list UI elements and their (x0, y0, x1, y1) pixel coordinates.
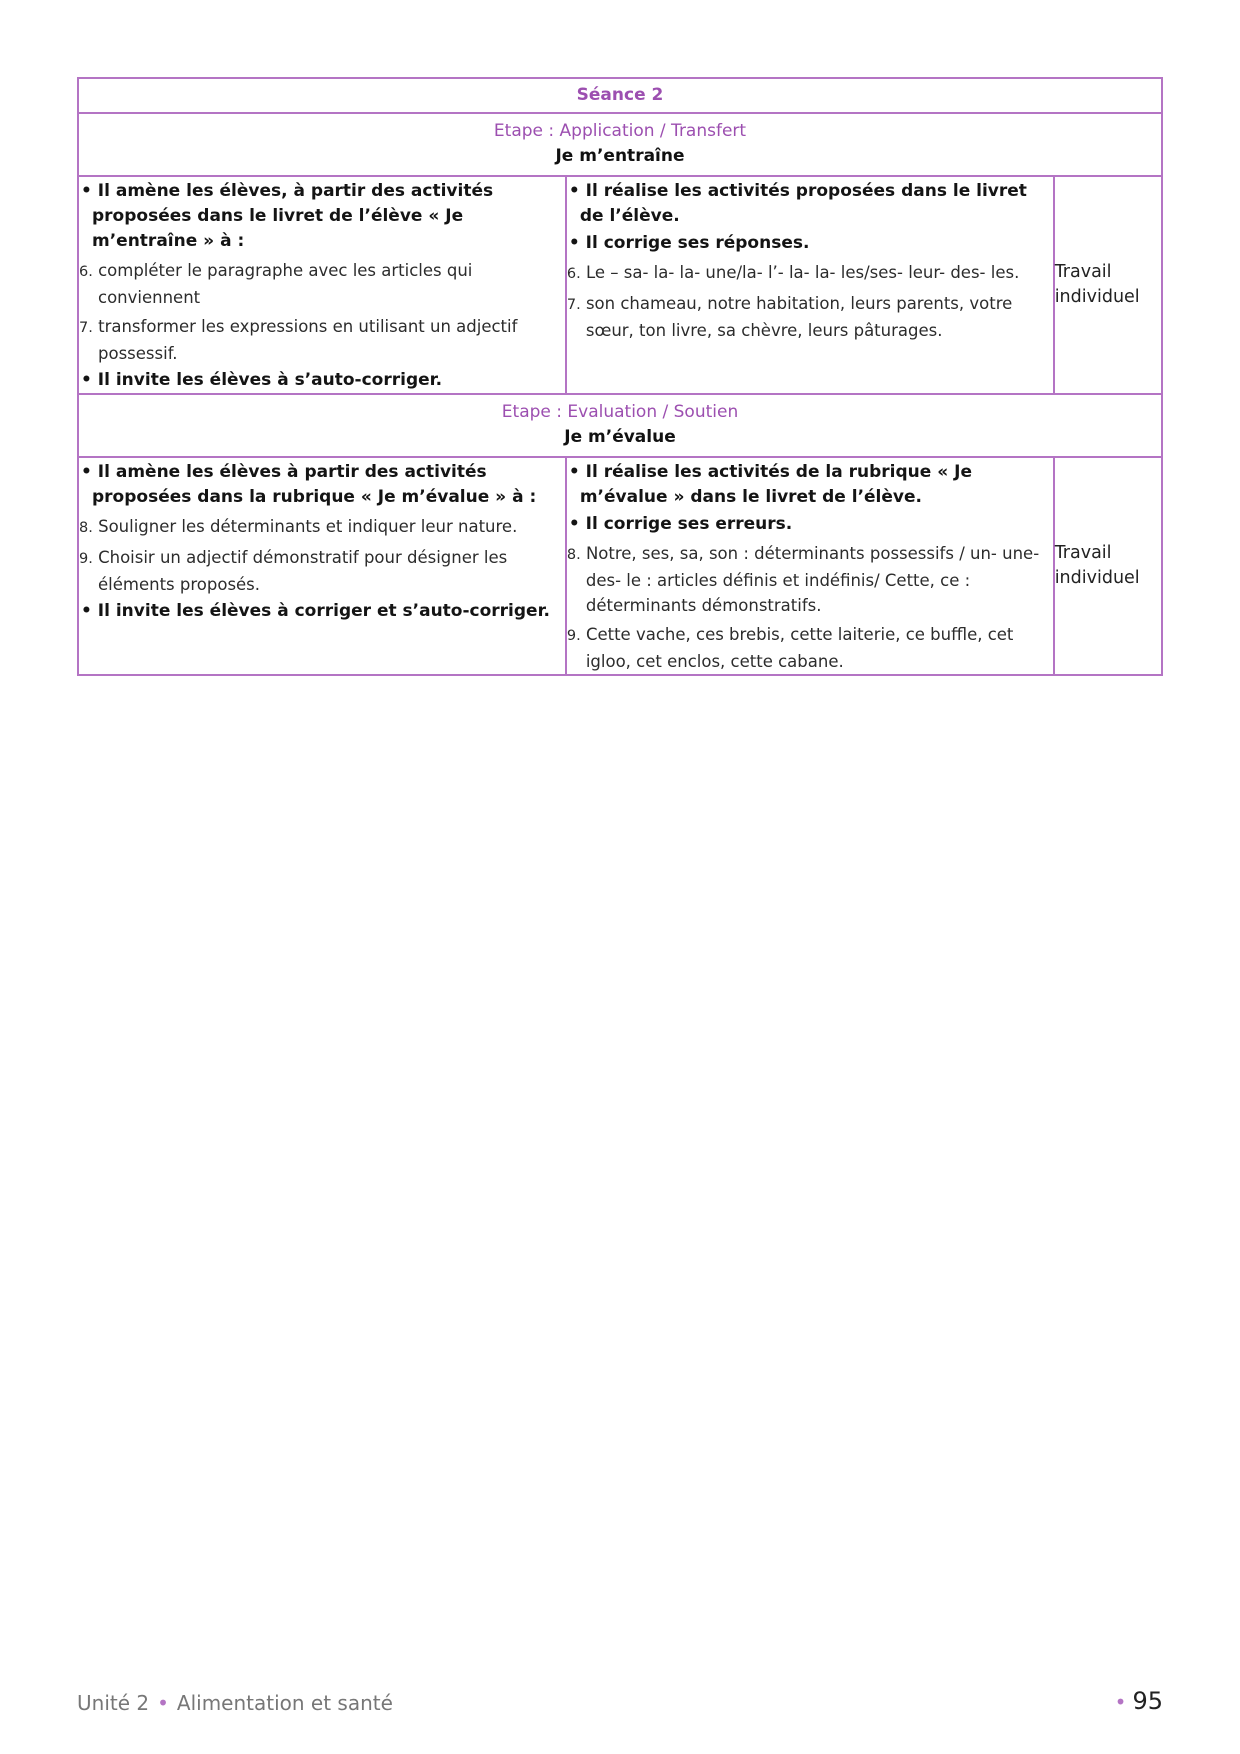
item-number: 6. (79, 264, 93, 280)
page-number-block (1115, 1687, 1163, 1715)
student-numbered-item (567, 291, 1053, 343)
work-mode-cell (1054, 457, 1162, 675)
footer-unit (77, 1691, 393, 1715)
teacher-activities-cell (78, 176, 566, 394)
teacher-numbered-item (79, 514, 565, 541)
teacher-bullet: • Il invite les élèves à s’auto-corriger. (81, 370, 443, 390)
student-bullet: • Il corrige ses erreurs. (568, 514, 793, 534)
student-bullet: • Il corrige ses réponses. (568, 233, 810, 253)
session-header-cell (78, 78, 1162, 113)
student-numbered-item (567, 260, 1053, 287)
item-number: 7. (79, 320, 93, 336)
teacher-numbered-item (79, 258, 565, 310)
footer-unit-label: Unité 2 (77, 1691, 150, 1715)
stage-heading (79, 114, 1161, 175)
item-text: Notre, ses, sa, son : déterminants possessifs / un- une- des- le : articles définis et indéfinis/ Cette, ce : déterminants démonstratifs. (585, 544, 1040, 615)
item-text: compléter le paragraphe avec les articles qui conviennent (98, 261, 473, 307)
teacher-numbered-item (79, 545, 565, 597)
footer-theme: Alimentation et santé (176, 1691, 393, 1715)
stage-heading (79, 395, 1161, 456)
item-text: transformer les expressions en utilisant un adjectif possessif. (98, 317, 518, 363)
stage-header-cell (78, 113, 1162, 176)
footer-separator: • (157, 1691, 169, 1715)
item-text: Le – sa- la- la- une/la- l’- la- la- les/ses- leur- des- les. (585, 263, 1020, 282)
session-title: Séance 2 (576, 85, 664, 105)
student-activities-cell (566, 457, 1054, 675)
stage-subtitle: Je m’entraîne (555, 146, 685, 166)
item-text: Souligner les déterminants et indiquer leur nature. (98, 517, 518, 536)
item-number: 6. (566, 266, 581, 282)
work-mode-cell (1054, 176, 1162, 394)
stage-label: Etape : Application / Transfert (493, 121, 747, 141)
page-number: 95 (1132, 1687, 1163, 1715)
student-numbered-item (567, 622, 1053, 674)
item-text: son chameau, notre habitation, leurs parents, votre sœur, ton livre, sa chèvre, leurs pâturages. (585, 294, 1013, 340)
work-mode-text: Travail (1054, 262, 1112, 282)
teacher-activities-cell (78, 457, 566, 675)
item-number: 9. (79, 551, 93, 567)
stage-header-cell (78, 394, 1162, 457)
student-activities-cell (566, 176, 1054, 394)
teacher-bullet: • Il amène les élèves, à partir des activités proposées dans le livret de l’élève « Je m’entraîne » à : (81, 181, 494, 251)
item-number: 7. (566, 297, 581, 313)
student-bullet: • Il réalise les activités de la rubrique « Je m’évalue » dans le livret de l’élève. (568, 462, 972, 507)
item-number: 8. (79, 520, 93, 536)
student-bullet: • Il réalise les activités proposées dans le livret de l’élève. (568, 181, 1027, 226)
teacher-numbered-item (79, 314, 565, 366)
session-table (77, 77, 1163, 676)
item-text: Choisir un adjectif démonstratif pour désigner les éléments proposés. (98, 548, 508, 594)
item-text: Cette vache, ces brebis, cette laiterie, ce buffle, cet igloo, cet enclos, cette cabane. (585, 625, 1014, 671)
teacher-bullet: • Il amène les élèves à partir des activités proposées dans la rubrique « Je m’évalue » à : (81, 462, 537, 507)
teacher-bullet: • Il invite les élèves à corriger et s’auto-corriger. (81, 601, 550, 621)
work-mode-text: individuel (1054, 287, 1140, 307)
stage-subtitle: Je m’évalue (564, 427, 676, 447)
work-mode-text: individuel (1054, 568, 1140, 588)
page-marker: • (1114, 1690, 1127, 1714)
item-number: 8. (566, 547, 581, 563)
item-number: 9. (566, 628, 581, 644)
student-numbered-item (567, 541, 1053, 618)
stage-label: Etape : Evaluation / Soutien (501, 402, 739, 422)
work-mode-text: Travail (1054, 543, 1112, 563)
